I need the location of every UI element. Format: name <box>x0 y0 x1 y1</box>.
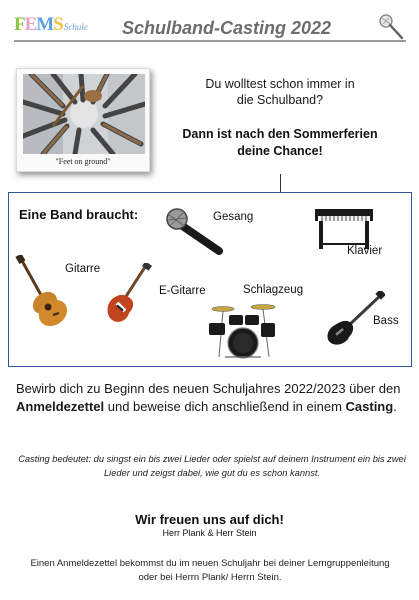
connector-line <box>280 174 281 193</box>
cta-line-2: deine Chance! <box>237 144 323 158</box>
casting-emphasis: Casting <box>345 399 394 414</box>
label-bass: Bass <box>373 315 399 327</box>
label-gesang: Gesang <box>213 211 254 223</box>
cta-line-1: Dann ist nach den Sommerferien <box>182 127 378 141</box>
chance-callout <box>160 126 400 160</box>
intro-line-1: Du wolltest schon immer in <box>205 77 355 91</box>
label-schlagzeug: Schlagzeug <box>243 284 304 296</box>
drum-kit-icon <box>205 301 281 361</box>
casting-explanation: Casting bedeutet: du singst ein bis zwei Lieder oder spielst auf deinem Instrument ein bis zwei Lieder und zeigst dabei, wie gut du es schon kannst. <box>18 454 406 478</box>
logo-subtext: Schule <box>63 22 88 32</box>
electric-guitar-icon <box>101 263 153 325</box>
signers: Herr Plank & Herr Stein <box>162 528 257 538</box>
label-e-gitarre: E-Gitarre <box>159 285 206 297</box>
photo-image <box>23 74 145 154</box>
logo-mark: FEMS <box>14 14 63 35</box>
guitar-icon <box>15 255 69 327</box>
page-title: Schulband-Casting 2022 <box>122 18 332 38</box>
label-gitarre: Gitarre <box>65 263 101 275</box>
page-header <box>14 14 406 42</box>
intro-text <box>170 76 390 108</box>
footer-note: Einen Anmeldezettel bekommst du im neuen Schuljahr bei deiner Lerngruppenleitung oder bei Herrn Plank/ Herrn Stein. <box>30 558 390 583</box>
intro-line-2: die Schulband? <box>236 93 324 107</box>
photo-caption: "Feet on ground" <box>55 157 111 166</box>
microphone-icon <box>376 12 406 42</box>
application-text: Bewirb dich zu Beginn des neuen Schuljahres 2022/2023 über den Anmeldezettel und beweise dich anschließend in einem Casting. <box>16 381 401 414</box>
band-requirements-box <box>8 192 412 367</box>
closing-heading: Wir freuen uns auf dich! <box>135 512 284 527</box>
school-logo <box>14 14 88 36</box>
band-photo <box>16 68 150 172</box>
band-needs-heading: Eine Band braucht: <box>19 207 139 222</box>
anmeldezettel-emphasis: Anmeldezettel <box>16 399 105 414</box>
label-klavier: Klavier <box>347 245 383 257</box>
